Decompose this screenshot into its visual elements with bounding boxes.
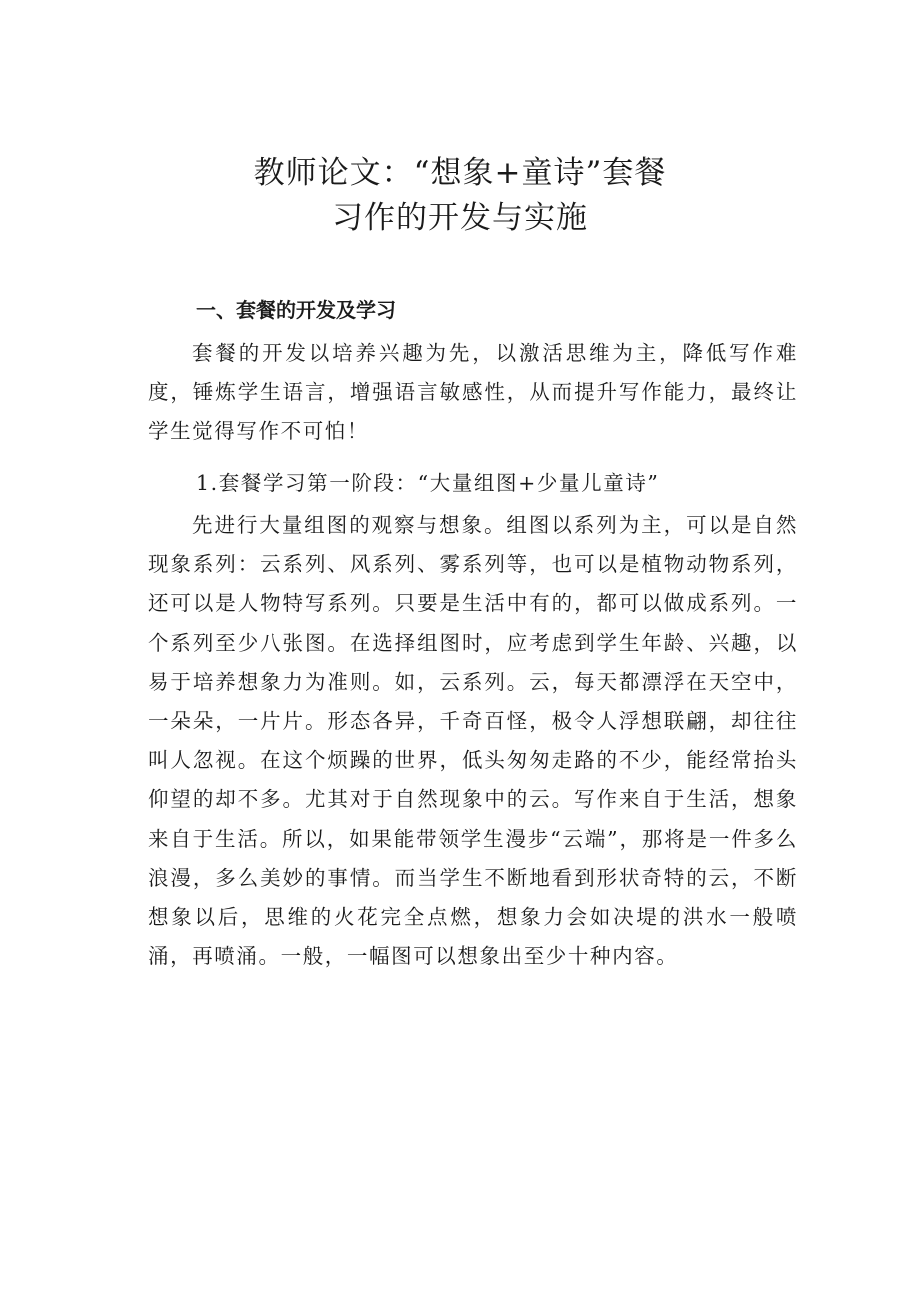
subsection-heading: 1.套餐学习第一阶段：“大量组图+少量儿童诗”: [196, 471, 660, 495]
document-title-line-1: 教师论文：“想象+童诗”套餐: [253, 155, 667, 191]
document-title-line-2: 习作的开发与实施: [332, 200, 588, 236]
section-intro-paragraph: 套餐的开发以培养兴趣为先，以激活思维为主，降低写作难度，锤炼学生语言，增强语言敏感性，从而提升写作能力，最终让学生觉得写作不可怕！: [148, 341, 798, 444]
subsection-body-paragraph: 先进行大量组图的观察与想象。组图以系列为主，可以是自然现象系列：云系列、风系列、雾系列等，也可以是植物动物系列，还可以是人物特写系列。只要是生活中有的，都可以做成系列。一个系列至少八张图。在选择组图时，应考虑到学生年龄、兴趣，以易于培养想象力为准则。如，云系列。云，每天都漂浮在天空中，一朵朵，一片片。形态各异，千奇百怪，极令人浮想联翩，却往往叫人忽视。在这个烦躁的世界，低头匆匆走路的不少，能经常抬头仰望的却不多。尤其对于自然现象中的云。写作来自于生活，想象来自于生活。所以，如果能带领学生漫步“云端”，那将是一件多么浪漫，多么美妙的事情。而当学生不断地看到形状奇特的云，不断想象以后，思维的火花完全点燃，想象力会如决堤的洪水一般喷涌，再喷涌。一般，一幅图可以想象出至少十种内容。: [148, 513, 798, 969]
section-heading: 一、套餐的开发及学习: [196, 298, 396, 322]
